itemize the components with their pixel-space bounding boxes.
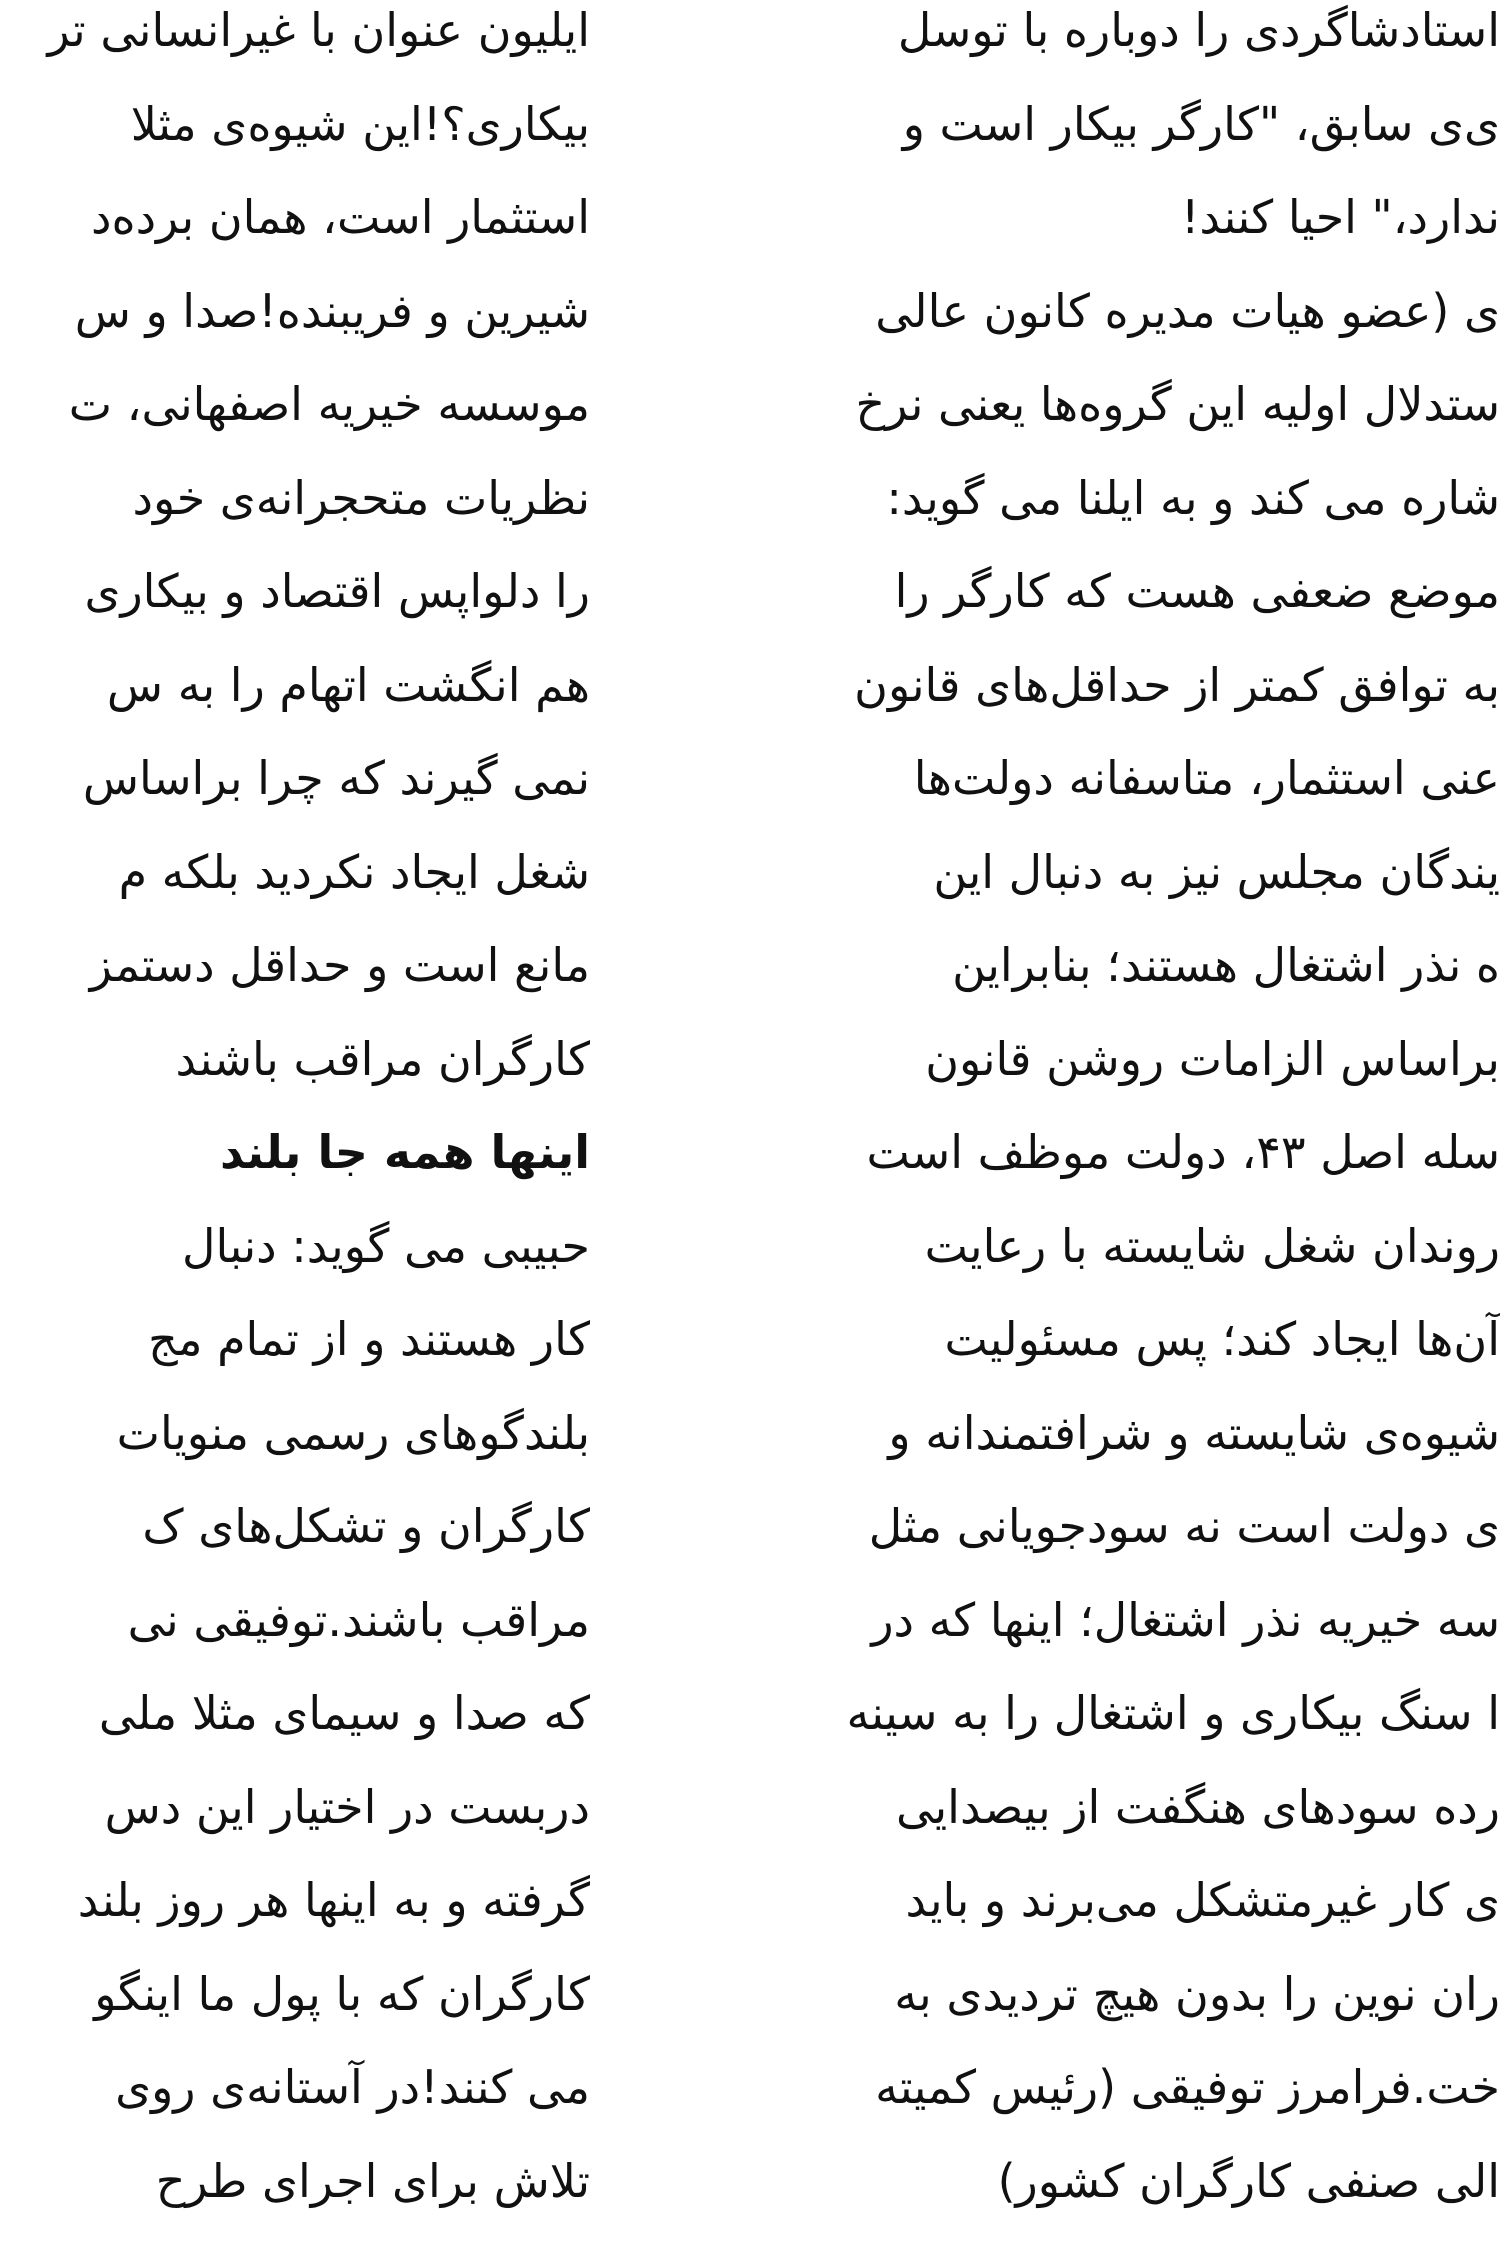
left-line-18: مراقب باشند.توفیقی نی xyxy=(127,1592,590,1647)
left-line-24: تلاش برای اجرای طرح xyxy=(155,2153,590,2208)
left-line-9: نمی گیرند که چرا براساس xyxy=(82,751,590,805)
right-line-2: ی‌ی سابق، "کارگر بیکار است و xyxy=(902,96,1500,151)
right-line-14: روندان شغل شایسته با رعایت xyxy=(924,1218,1500,1273)
left-line-15: کار هستند و از تمام مج xyxy=(148,1312,590,1366)
right-line-5: ستدلال اولیه این گروه‌ها یعنی نرخ xyxy=(855,377,1500,431)
left-line-23: می کنند!در آستانه‌ی روی xyxy=(115,2060,590,2114)
right-line-24: الی صنفی کارگران کشور) xyxy=(997,2153,1500,2208)
left-line-2: بیکاری؟!این شیوه‌ی مثلا xyxy=(130,96,590,151)
left-line-11: مانع است و حداقل دستمز xyxy=(89,938,590,992)
right-line-10: یندگان مجلس نیز به دنبال این xyxy=(933,844,1500,899)
left-line-12: کارگران مراقب باشند xyxy=(175,1031,590,1086)
right-line-6: شاره می کند و به ایلنا می گوید: xyxy=(886,470,1500,525)
left-line-17: کارگران و تشکل‌های ک xyxy=(142,1499,590,1553)
right-line-23: خت.فرامرز توفیقی (رئیس کمیته xyxy=(875,2060,1500,2114)
left-line-19: که صدا و سیمای مثلا ملی xyxy=(98,1686,590,1740)
left-line-7: را دلواپس اقتصاد و بیکاری xyxy=(84,564,590,618)
right-line-22: ران نوین را بدون هیچ تردیدی به xyxy=(894,1966,1500,2021)
left-line-16: بلندگوهای رسمی منویات xyxy=(116,1405,590,1460)
right-line-17: ی دولت است نه سودجویانی مثل xyxy=(868,1499,1500,1553)
left-column xyxy=(0,0,590,2228)
right-line-16: شیوه‌ی شایسته و شرافتمندانه و xyxy=(888,1405,1500,1460)
right-line-1: استادشاگردی را دوباره با توسل xyxy=(897,3,1500,57)
right-line-7: موضع ضعفی هست که کارگر را xyxy=(894,564,1500,618)
right-column xyxy=(720,0,1500,2228)
left-line-20: دربست در اختیار این دس xyxy=(104,1779,590,1834)
left-line-3: استثمار است، همان برده‌د xyxy=(90,190,590,244)
left-line-6: نظریات متحجرانه‌ی خود xyxy=(132,470,590,525)
right-line-20: رده سودهای هنگفت از بیصدایی xyxy=(896,1779,1500,1834)
right-line-11: ه نذر اشتغال هستند؛ بنابراین xyxy=(952,938,1500,992)
left-line-5: موسسه خیریه اصفهانی، ت xyxy=(68,377,590,431)
left-line-4: شیرین و فریبنده!صدا و س xyxy=(74,283,590,338)
right-line-13: سله اصل ۴۳، دولت موظف است xyxy=(866,1125,1500,1179)
left-line-1: ایلیون عنوان با غیرانسانی تر xyxy=(47,3,590,57)
right-line-4: ی (عضو هیات مدیره کانون عالی xyxy=(875,283,1500,338)
left-line-22: کارگران که با پول ما اینگو xyxy=(94,1966,590,2021)
right-line-21: ی کار غیرمتشکل می‌برند و باید xyxy=(905,1873,1500,1927)
left-line-8: هم انگشت اتهام را به س xyxy=(106,657,590,712)
left-line-21: گرفته و به اینها هر روز بلند xyxy=(77,1873,590,1927)
section-heading: اینها همه جا بلند xyxy=(220,1125,590,1179)
left-line-14: حبیبی می گوید: دنبال xyxy=(182,1218,590,1273)
right-line-8: به توافق کمتر از حداقل‌های قانون xyxy=(854,657,1500,712)
right-line-3: ندارد،" احیا کنند! xyxy=(1180,190,1500,244)
right-line-19: ا سنگ بیکاری و اشتغال را به سینه xyxy=(846,1686,1500,1740)
right-line-9: عنی استثمار، متاسفانه دولت‌ها xyxy=(913,751,1500,805)
right-line-15: آن‌ها ایجاد کند؛ پس مسئولیت xyxy=(944,1312,1500,1366)
right-line-18: سه خیریه نذر اشتغال؛ اینها که در xyxy=(871,1592,1500,1647)
left-line-10: شغل ایجاد نکردید بلکه م xyxy=(118,844,590,899)
right-line-12: براساس الزامات روشن قانون xyxy=(925,1031,1500,1086)
